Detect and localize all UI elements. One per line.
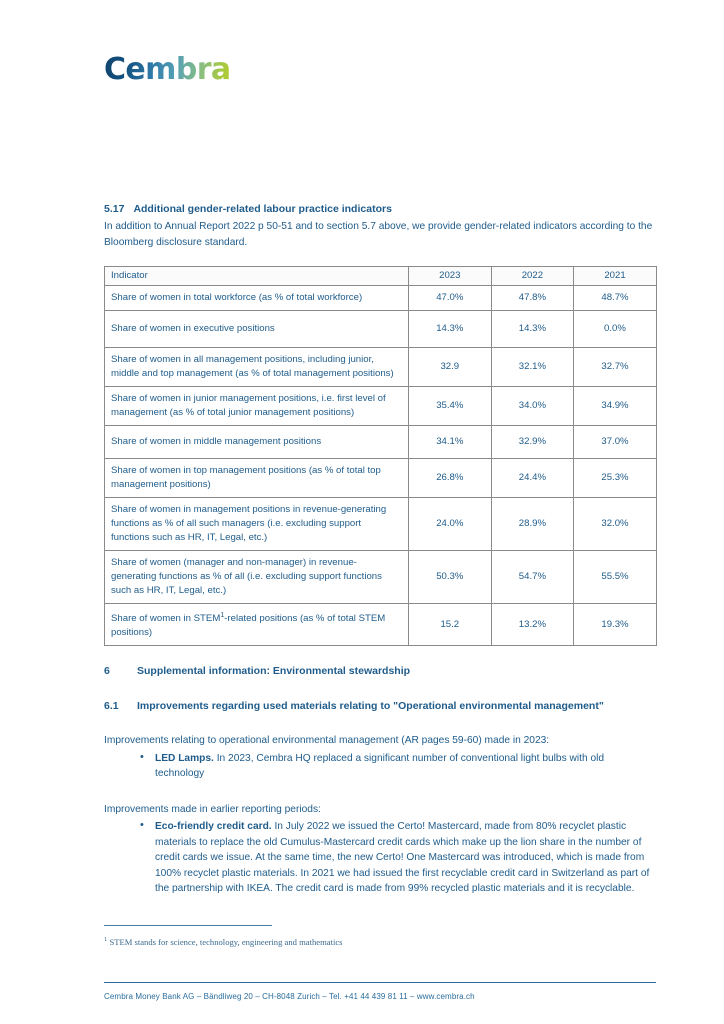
value-2023: 26.8% (409, 459, 492, 498)
section-5-17-number: 5.17 (104, 203, 125, 215)
document-body (104, 202, 656, 897)
value-2022: 13.2% (491, 604, 574, 646)
value-2021: 25.3% (574, 459, 657, 498)
value-2021: 34.9% (574, 387, 657, 426)
footnote-area (104, 925, 656, 948)
footnote-text (104, 934, 656, 948)
column-header-2023: 2023 (409, 267, 492, 286)
value-2021: 32.7% (574, 348, 657, 387)
value-2022: 54.7% (491, 551, 574, 604)
footnote-separator (104, 925, 272, 926)
bullet-text: In July 2022 we issued the Certo! Mastercard, made from 80% recyclet plastic materials to replace the old Cumulus-Mastercard credit cards which make up the lion share in the number of credit cards we issue. At the same time, the new Certo! One Mastercard was introduced, which is made from 100% recyclet plastic materials. In 2021 we had issued the first recyclable credit card in Switzerland as part of the partnership with IKEA. The credit card is made from 99% recycled plastic materials and it is recyclable. (155, 821, 650, 895)
indicator-label: Share of women (manager and non-manager) in revenue-generating functions as % of all (i.e. excluding support functions such as HR, IT, Legal, etc.) (105, 551, 409, 604)
section-5-17-heading (104, 202, 656, 217)
value-2022: 14.3% (491, 311, 574, 348)
improvements-earlier-lead: Improvements made in earlier reporting periods: (104, 803, 321, 815)
table-row (105, 459, 657, 498)
indicator-label: Share of women in executive positions (105, 311, 409, 348)
section-5-17-title: Additional gender-related labour practice indicators (133, 203, 392, 215)
section-5-17-intro: In addition to Annual Report 2022 p 50-51 and to section 5.7 above, we provide gender-related indicators according to the Bloomberg disclosure standard. (104, 221, 653, 248)
logo-wordmark: Cembra (104, 52, 231, 87)
indicator-label: Share of women in management positions in revenue-generating functions as % of all such managers (i.e. excluding support functions such as HR, IT, Legal, etc.) (105, 498, 409, 551)
table-row (105, 387, 657, 426)
value-2022: 28.9% (491, 498, 574, 551)
improvements-2023-lead: Improvements relating to operational environmental management (AR pages 59-60) made in 2023: (104, 735, 550, 747)
list-item (140, 751, 656, 782)
bullet-text: In 2023, Cembra HQ replaced a significant number of conventional light bulbs with old technology (155, 752, 605, 780)
value-2023: 14.3% (409, 311, 492, 348)
column-header-2021: 2021 (574, 267, 657, 286)
cembra-logo (104, 52, 231, 87)
footnote-marker-icon: 1 (220, 612, 225, 619)
stem-label-prefix: Share of women in STEM (111, 613, 221, 625)
section-6-title: Supplemental information: Environmental stewardship (137, 665, 411, 678)
table-row (105, 348, 657, 387)
value-2021: 32.0% (574, 498, 657, 551)
footnote-body: STEM stands for science, technology, engineering and mathematics (107, 936, 343, 947)
improvements-earlier-list (104, 819, 656, 897)
value-2023: 24.0% (409, 498, 492, 551)
value-2021: 55.5% (574, 551, 657, 604)
indicator-label: Share of women in middle management positions (105, 426, 409, 459)
table-row (105, 604, 657, 646)
footer-separator (104, 982, 656, 983)
list-item (140, 819, 656, 897)
improvements-2023-list (104, 751, 656, 782)
section-6-block (104, 664, 656, 897)
footer-address: Cembra Money Bank AG – Bändliweg 20 – CH-8048 Zurich – Tel. +41 44 439 81 11 – www.cembra.ch (104, 992, 475, 1001)
page-footer (104, 982, 656, 1002)
value-2022: 32.1% (491, 348, 574, 387)
value-2022: 24.4% (491, 459, 574, 498)
value-2021: 19.3% (574, 604, 657, 646)
bullet-title: Eco-friendly credit card. (155, 821, 272, 833)
bullet-title: LED Lamps. (155, 752, 214, 764)
value-2021: 48.7% (574, 286, 657, 311)
indicator-label: Share of women in top management positions (as % of total top management positions) (105, 459, 409, 498)
section-6-1-number: 6.1 (104, 700, 119, 713)
value-2023: 15.2 (409, 604, 492, 646)
column-header-indicator: Indicator (105, 267, 409, 286)
indicator-label: Share of women in total workforce (as % of total workforce) (105, 286, 409, 311)
section-6-number: 6 (104, 665, 110, 678)
table-row (105, 426, 657, 459)
table-row (105, 311, 657, 348)
column-header-2022: 2022 (491, 267, 574, 286)
section-6-1-heading (104, 699, 656, 714)
table-row (105, 286, 657, 311)
section-6-heading (104, 664, 656, 679)
stem-label-suffix: -related positions (as % of total STEM positions) (111, 613, 386, 639)
indicator-label-stem (105, 604, 409, 646)
value-2021: 0.0% (574, 311, 657, 348)
table-row (105, 551, 657, 604)
value-2023: 47.0% (409, 286, 492, 311)
table-header-row (105, 267, 657, 286)
value-2023: 34.1% (409, 426, 492, 459)
footnote-number: 1 (104, 936, 108, 943)
section-6-1-title: Improvements regarding used materials relating to "Operational environmental management" (137, 700, 604, 713)
gender-indicators-table (104, 266, 657, 646)
value-2023: 50.3% (409, 551, 492, 604)
indicator-label: Share of women in all management positions, including junior, middle and top management (as % of total management positions) (105, 348, 409, 387)
indicator-label: Share of women in junior management positions, i.e. first level of management (as % of total junior management positions) (105, 387, 409, 426)
value-2023: 32.9 (409, 348, 492, 387)
value-2022: 34.0% (491, 387, 574, 426)
table-row (105, 498, 657, 551)
value-2022: 47.8% (491, 286, 574, 311)
value-2022: 32.9% (491, 426, 574, 459)
value-2023: 35.4% (409, 387, 492, 426)
value-2021: 37.0% (574, 426, 657, 459)
